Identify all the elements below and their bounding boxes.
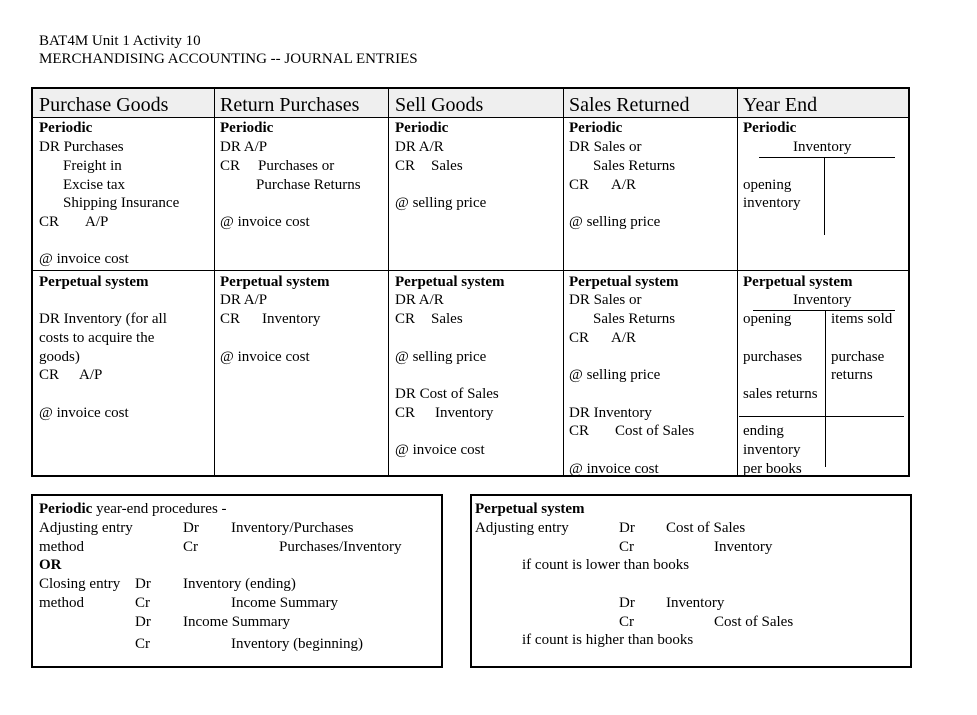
column-header-year-end: Year End: [743, 94, 818, 116]
credit-label: CR: [220, 158, 241, 174]
periodic-heading: Periodic: [743, 120, 797, 136]
amount-basis: @ invoice cost: [39, 405, 129, 421]
column-header-sales-returned: Sales Returned: [569, 94, 690, 116]
t-account-entry: returns: [831, 367, 873, 383]
t-account-balance-line: [739, 416, 904, 417]
t-account-entry: purchase: [831, 349, 885, 365]
column-header-return-purchases: Return Purchases: [220, 94, 360, 116]
entry-line: Sales Returns: [593, 311, 676, 327]
column-header-purchase-goods: Purchase Goods: [39, 94, 169, 116]
entry-line: DR Inventory: [569, 405, 652, 421]
t-account-entry: sales returns: [743, 386, 818, 402]
column-header-sell-goods: Sell Goods: [395, 94, 484, 116]
header-divider: [33, 117, 908, 118]
column-divider: [563, 89, 564, 475]
t-account-center-line: [824, 157, 825, 235]
amount-basis: @ selling price: [569, 367, 661, 383]
debit-account: Cost of Sales: [666, 520, 746, 536]
entry-line: Shipping Insurance: [63, 195, 180, 211]
credit-label: CR: [395, 311, 416, 327]
amount-basis: @ invoice cost: [39, 251, 129, 267]
entry-line: goods): [39, 349, 80, 365]
entry-line: DR A/P: [220, 139, 268, 155]
entry-line: DR Inventory (for all: [39, 311, 167, 327]
periodic-heading: Periodic: [220, 120, 274, 136]
entry-line: Purchases or: [258, 158, 335, 174]
entry-line: DR A/P: [220, 292, 268, 308]
credit-label: CR: [569, 177, 590, 193]
entry-line: Sales: [431, 311, 463, 327]
credit-label: CR: [39, 367, 60, 383]
entry-line: A/R: [611, 330, 637, 346]
credit-account: Inventory: [714, 539, 773, 555]
box-title: Periodic year-end procedures -: [39, 501, 227, 517]
entry-line: Purchase Returns: [256, 177, 361, 193]
amount-basis: @ invoice cost: [395, 442, 485, 458]
credit-label: CR: [395, 158, 416, 174]
perpetual-heading: Perpetual system: [220, 274, 330, 290]
credit-label: Cr: [135, 595, 150, 611]
t-account-entry: items sold: [831, 311, 893, 327]
t-account-title: Inventory: [793, 292, 852, 308]
credit-label: CR: [220, 311, 241, 327]
credit-label: CR: [569, 330, 590, 346]
credit-account: Purchases/Inventory: [279, 539, 402, 555]
credit-label: CR: [395, 405, 416, 421]
credit-account: Inventory (beginning): [231, 636, 364, 652]
amount-basis: @ invoice cost: [569, 461, 659, 477]
entry-line: A/R: [611, 177, 637, 193]
entry-line: DR A/R: [395, 139, 444, 155]
t-account-entry: opening: [743, 311, 792, 327]
t-account-title: Inventory: [793, 139, 852, 155]
amount-basis: @ invoice cost: [220, 214, 310, 230]
entry-line: DR Purchases: [39, 139, 124, 155]
entry-line: Inventory: [435, 405, 494, 421]
section-divider: [33, 270, 908, 271]
method-label: Adjusting entry: [475, 520, 569, 536]
debit-account: Inventory: [666, 595, 725, 611]
or-separator: OR: [39, 557, 62, 573]
condition-note: if count is lower than books: [522, 557, 690, 573]
entry-line: DR Sales or: [569, 139, 642, 155]
column-divider: [388, 89, 389, 475]
debit-account: Income Summary: [183, 614, 291, 630]
perpetual-procedures-box: [470, 494, 912, 668]
entry-line: DR A/R: [395, 292, 444, 308]
t-account-top-line: [759, 157, 895, 158]
credit-label: CR: [39, 214, 60, 230]
method-label: method: [39, 539, 84, 555]
amount-basis: @ invoice cost: [220, 349, 310, 365]
method-label: Closing entry: [39, 576, 121, 592]
debit-label: Dr: [619, 595, 635, 611]
amount-basis: @ selling price: [395, 195, 487, 211]
periodic-heading: Periodic: [569, 120, 623, 136]
entry-line: A/P: [85, 214, 109, 230]
credit-account: Cost of Sales: [714, 614, 794, 630]
t-account-center-line: [825, 310, 826, 467]
debit-account: Inventory/Purchases: [231, 520, 354, 536]
entry-line: DR Cost of Sales: [395, 386, 499, 402]
entry-line: Freight in: [63, 158, 122, 174]
entry-line: Excise tax: [63, 177, 126, 193]
t-account-entry: purchases: [743, 349, 803, 365]
condition-note: if count is higher than books: [522, 632, 694, 648]
perpetual-heading: Perpetual system: [395, 274, 505, 290]
amount-basis: @ selling price: [569, 214, 661, 230]
journal-entries-table: [31, 87, 910, 477]
debit-label: Dr: [135, 614, 151, 630]
t-account-entry: ending: [743, 423, 784, 439]
entry-line: DR Sales or: [569, 292, 642, 308]
t-account-entry: inventory: [743, 195, 801, 211]
entry-line: costs to acquire the: [39, 330, 155, 346]
entry-line: Sales: [431, 158, 463, 174]
credit-label: Cr: [183, 539, 198, 555]
debit-label: Dr: [135, 576, 151, 592]
perpetual-heading: Perpetual system: [569, 274, 679, 290]
debit-label: Dr: [183, 520, 199, 536]
credit-label: Cr: [619, 539, 634, 555]
periodic-heading: Periodic: [39, 120, 93, 136]
credit-label: CR: [569, 423, 590, 439]
amount-basis: @ selling price: [395, 349, 487, 365]
document-subtitle: MERCHANDISING ACCOUNTING -- JOURNAL ENTRIES: [39, 51, 418, 67]
perpetual-heading: Perpetual system: [39, 274, 149, 290]
column-divider: [214, 89, 215, 475]
document-title: BAT4M Unit 1 Activity 10: [39, 33, 201, 49]
credit-label: Cr: [619, 614, 634, 630]
credit-label: Cr: [135, 636, 150, 652]
t-account-entry: per books: [743, 461, 802, 477]
entry-line: A/P: [79, 367, 103, 383]
debit-account: Inventory (ending): [183, 576, 296, 592]
entry-line: Cost of Sales: [615, 423, 695, 439]
box-title: Perpetual system: [475, 501, 585, 517]
debit-label: Dr: [619, 520, 635, 536]
entry-line: Inventory: [262, 311, 321, 327]
periodic-procedures-box: [31, 494, 443, 668]
credit-account: Income Summary: [231, 595, 339, 611]
t-account-entry: inventory: [743, 442, 801, 458]
periodic-heading: Periodic: [395, 120, 449, 136]
entry-line: Sales Returns: [593, 158, 676, 174]
perpetual-heading: Perpetual system: [743, 274, 853, 290]
t-account-entry: opening: [743, 177, 792, 193]
method-label: method: [39, 595, 84, 611]
column-divider: [737, 89, 738, 475]
method-label: Adjusting entry: [39, 520, 133, 536]
